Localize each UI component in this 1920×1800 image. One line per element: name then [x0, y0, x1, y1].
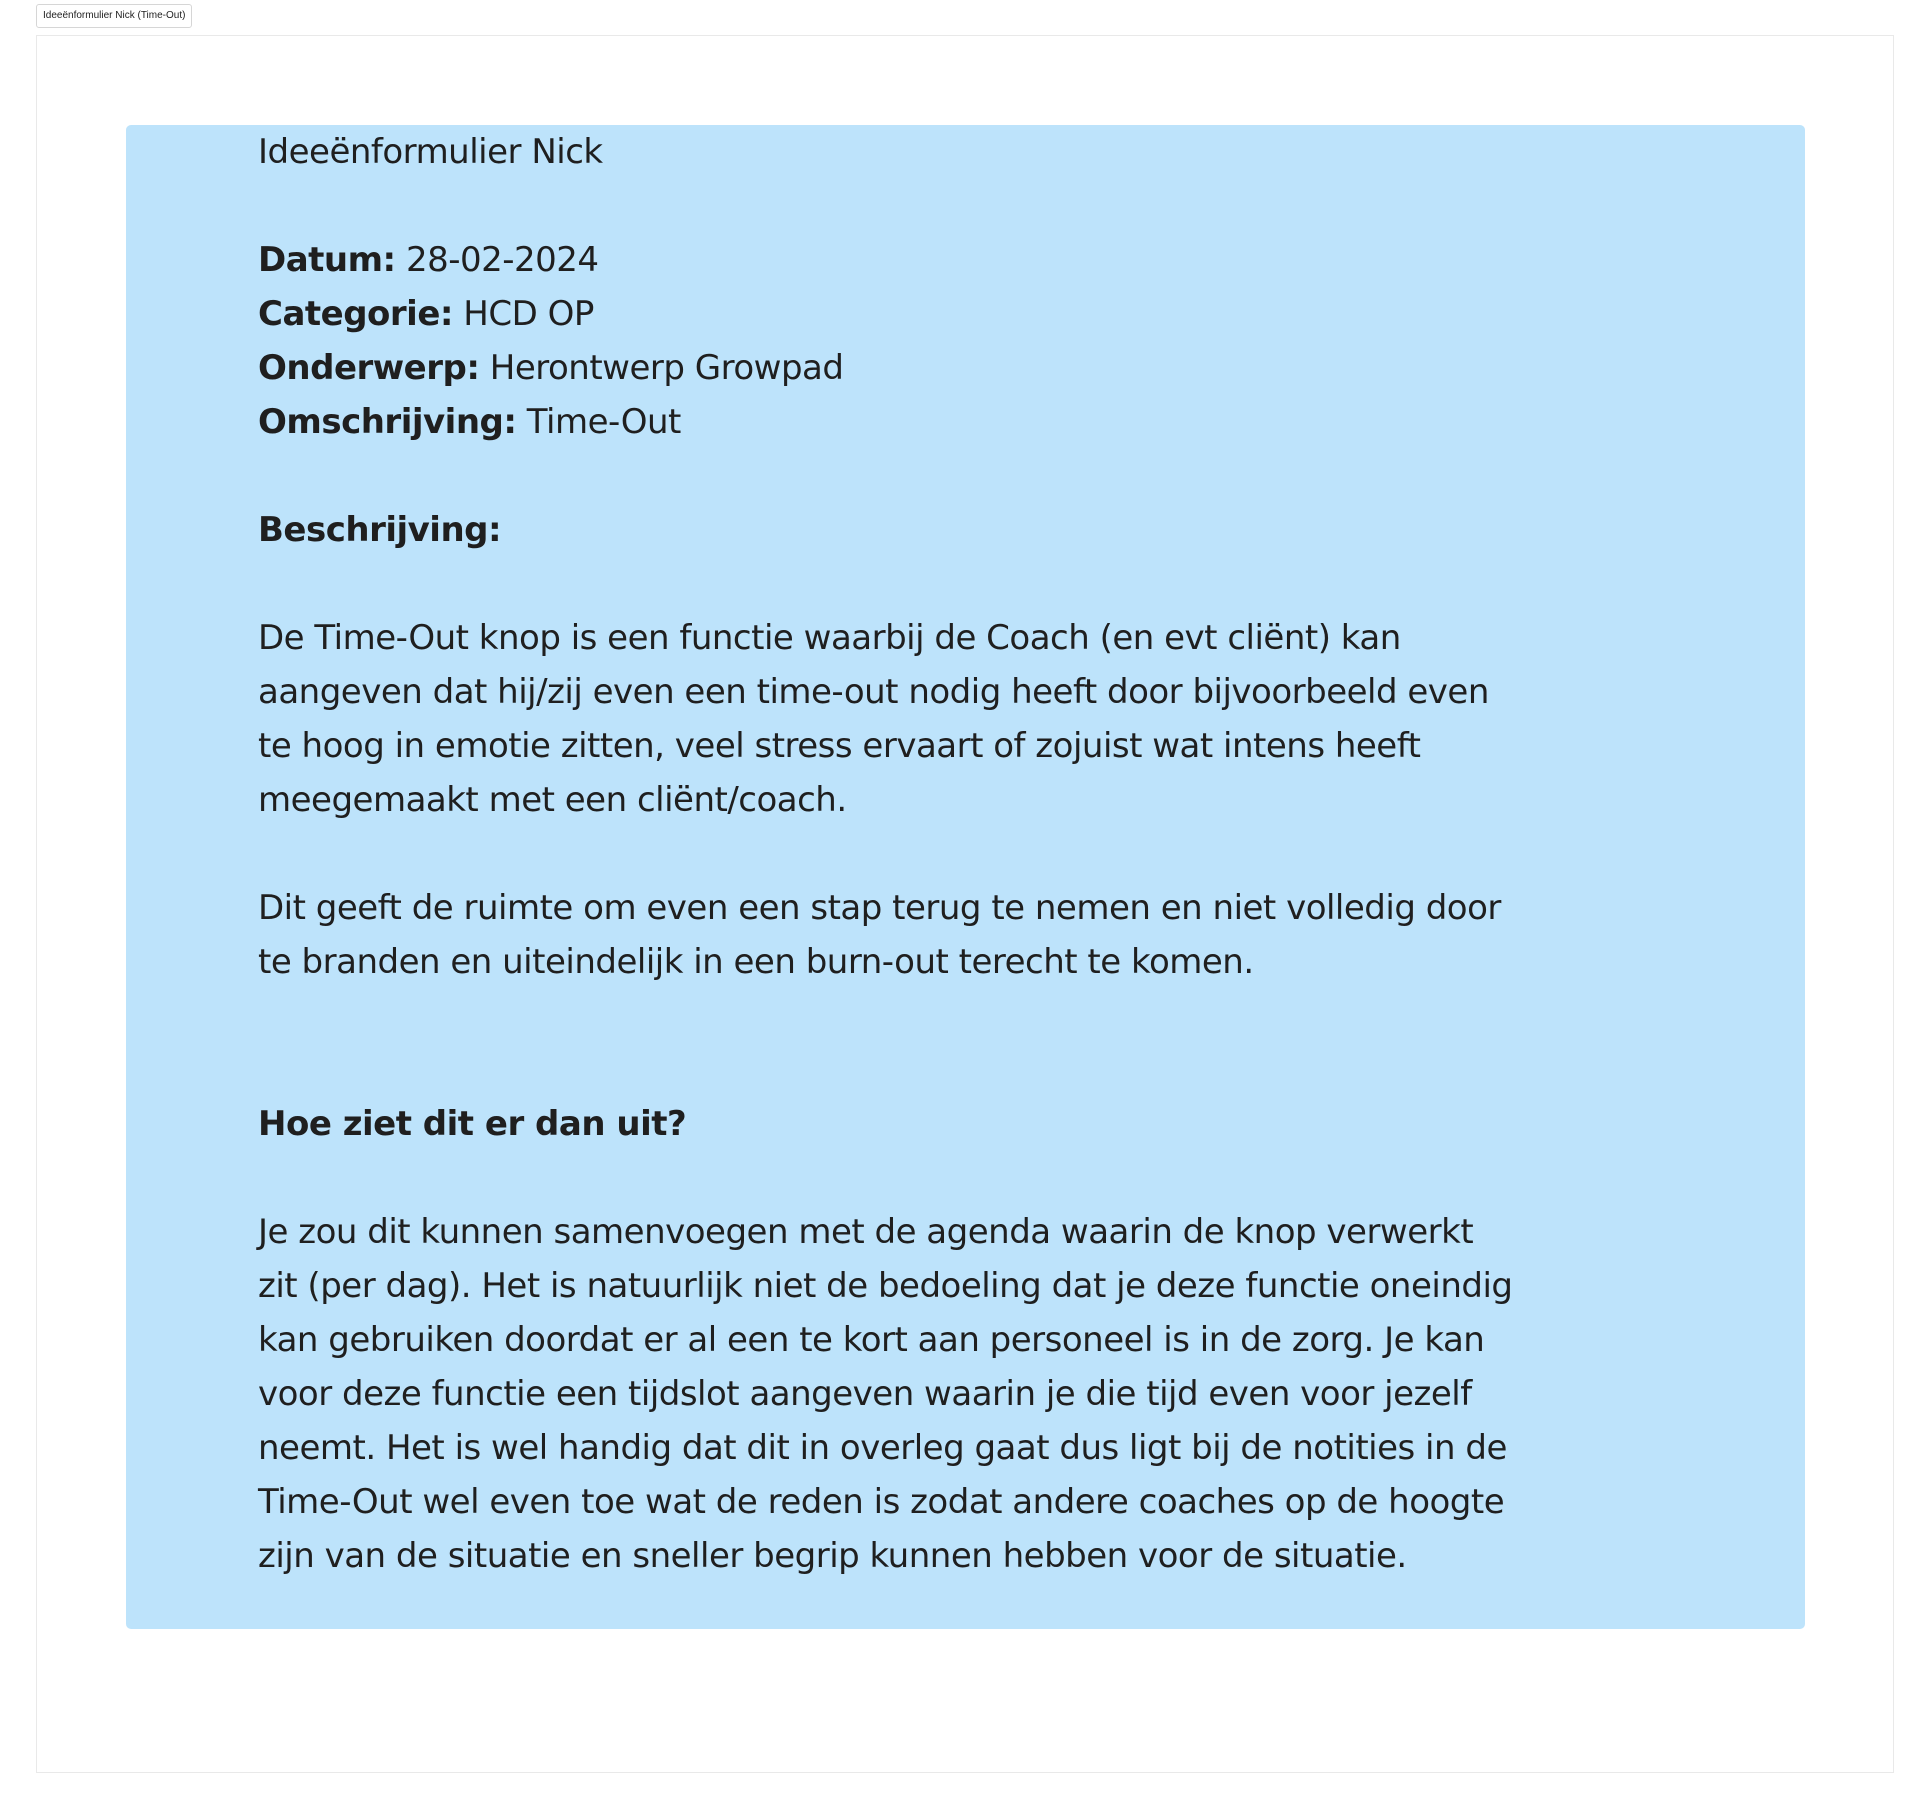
form-title: Ideeënformulier Nick — [258, 132, 603, 172]
field-label: Onderwerp: — [258, 348, 480, 388]
description-paragraph-2: Dit geeft de ruimte om even een stap terug te nemen en niet volledig door te branden en uiteindelijk in een burn-out terecht te komen. — [258, 888, 1501, 982]
field-label: Datum: — [258, 240, 396, 280]
field-label: Omschrijving: — [258, 402, 517, 442]
field-value: 28-02-2024 — [405, 240, 599, 280]
idea-form-card — [126, 125, 1805, 1629]
frame-label[interactable]: Ideeënformulier Nick (Time-Out) — [36, 4, 192, 28]
canvas-frame — [36, 35, 1894, 1773]
field-value: Time-Out — [526, 402, 681, 442]
field-value: HCD OP — [463, 294, 594, 334]
field-categorie — [258, 287, 1558, 341]
field-label: Categorie: — [258, 294, 453, 334]
description-heading: Beschrijving: — [258, 510, 502, 550]
field-omschrijving — [258, 395, 1558, 449]
description-paragraph-1: De Time-Out knop is een functie waarbij de Coach (en evt cliënt) kan aangeven dat hij/zij even een time-out nodig heeft door bijvoorbeeld even te hoog in emotie zitten, veel stress ervaart of zojuist wat intens heeft meegemaakt met een cliënt/coach. — [258, 618, 1489, 820]
how-paragraph: Je zou dit kunnen samenvoegen met de agenda waarin de knop verwerkt zit (per dag). Het is natuurlijk niet de bedoeling dat je deze functie oneindig kan gebruiken doordat er al een te kort aan personeel is in de zorg. Je kan voor deze functie een tijdslot aangeven waarin je die tijd even voor jezelf neemt. Het is wel handig dat dit in overleg gaat dus ligt bij de notities in de Time-Out wel even toe wat de reden is zodat andere coaches op de hoogte zijn van de situatie en sneller begrip kunnen hebben voor de situatie. — [258, 1212, 1513, 1576]
idea-form-content — [258, 125, 1558, 1583]
how-heading: Hoe ziet dit er dan uit? — [258, 1104, 687, 1144]
field-onderwerp — [258, 341, 1558, 395]
field-datum — [258, 233, 1558, 287]
field-value: Herontwerp Growpad — [489, 348, 844, 388]
